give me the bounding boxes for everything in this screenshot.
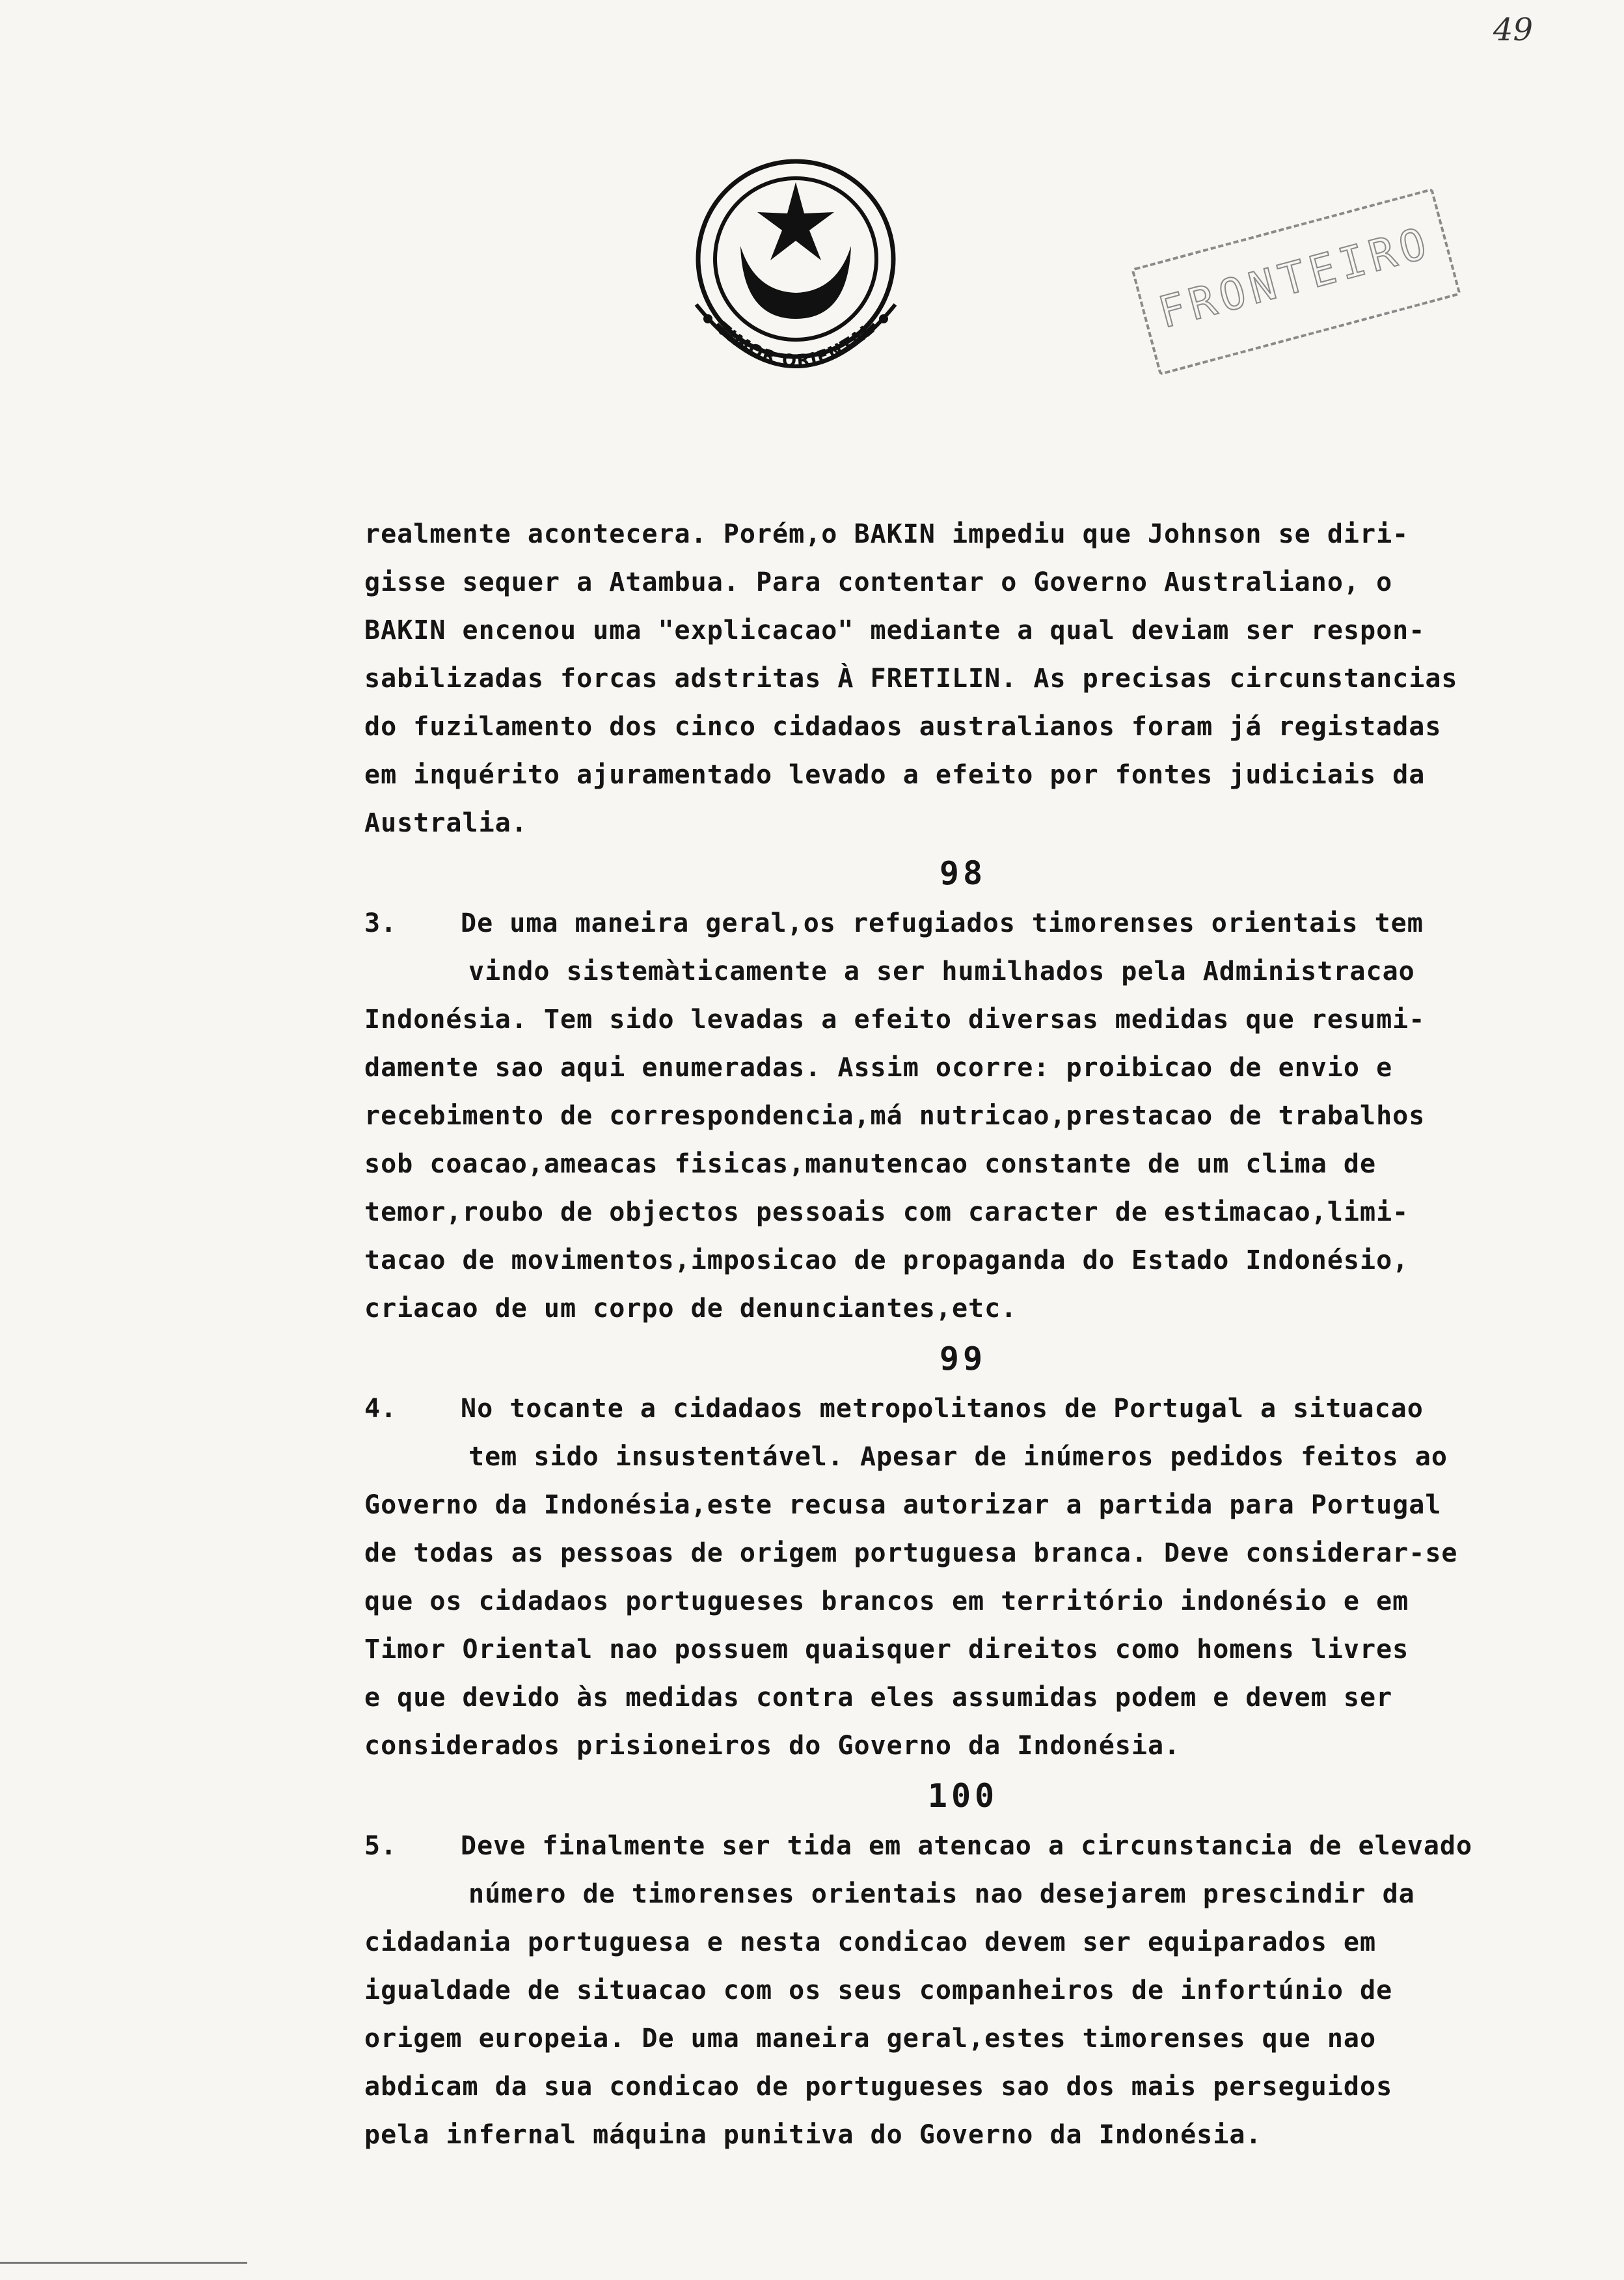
paragraph-number-99: 99 — [939, 1340, 987, 1378]
stamp-text: FRONTEIRO — [1153, 217, 1437, 338]
section-5-text: cidadania portuguesa e nesta condicao devem ser equiparados em igualdade de situacao com os seus companheiros de infortúnio de origem europeia. De uma maneira geral,estes timorenses que nao abdicam da sua condicao de portugueses sao dos mais perseguidos pela infernal máquina punitiva do Governo da Indonésia. — [364, 1927, 1393, 2150]
svg-text:TIMOR ORIENTAL — [712, 319, 878, 372]
section-3-second-line: vindo sistemàticamente a ser humilhados pela Administracao — [468, 957, 1415, 986]
document-body — [364, 510, 1562, 2159]
paragraph-intro: realmente acontecera. Porém,o BAKIN impediu que Johnson se diri- gisse sequer a Atambua. Para contentar o Governo Australiano, o BAKIN encenou uma "explicacao" mediante a qual deviam ser respon- sabilizadas forcas adstritas À FRETILIN. As precisas circunstancias do fuzilamento dos cinco cidadaos australianos foram já registadas em inquérito ajuramentado levado a efeito por fontes judiciais da Australia. — [364, 519, 1458, 838]
timor-oriental-emblem-icon — [670, 148, 921, 396]
section-3-label: 3. — [364, 908, 398, 938]
section-5 — [364, 1822, 1562, 2159]
page-number: 49 — [1493, 12, 1533, 48]
paragraph-number-100: 100 — [927, 1777, 999, 1815]
section-5-label: 5. — [364, 1831, 398, 1861]
section-3-text: Indonésia. Tem sido levadas a efeito diversas medidas que resumi- damente sao aqui enumeradas. Assim ocorre: proibicao de envio e recebimento de correspondencia,má nutricao,prestacao de trabalhos sob coacao,ameacas fisicas,manutencao constante de um clima de temor,roubo de objectos pessoais com caracter de estimacao,limi- tacao de movimentos,imposicao de propaganda do Estado Indonésio, criacao de um corpo de denunciantes,etc. — [364, 1005, 1426, 1323]
paragraph-number-98: 98 — [939, 854, 987, 892]
section-4-label: 4. — [364, 1394, 398, 1424]
section-5-first-line: Deve finalmente ser tida em atencao a circunstancia de elevado — [461, 1831, 1473, 1861]
section-3 — [364, 899, 1562, 1333]
section-3-first-line: De uma maneira geral,os refugiados timorenses orientais tem — [461, 908, 1424, 938]
bottom-rule — [0, 2262, 247, 2264]
emblem-text: TIMOR ORIENTAL — [712, 318, 879, 372]
stamp — [1131, 188, 1461, 375]
section-4-first-line: No tocante a cidadaos metropolitanos de Portugal a situacao — [461, 1394, 1424, 1424]
section-4 — [364, 1385, 1562, 1770]
section-4-second-line: tem sido insustentável. Apesar de inúmeros pedidos feitos ao — [468, 1442, 1448, 1472]
section-5-second-line: número de timorenses orientais nao desejarem prescindir da — [468, 1879, 1415, 1909]
section-4-text: Governo da Indonésia,este recusa autorizar a partida para Portugal de todas as pessoas de origem portuguesa branca. Deve considerar-se que os cidadaos portugueses brancos em território indonésio e em Timor Oriental nao possuem quaisquer direitos como homens livres e que devido às medidas contra eles assumidas podem e devem ser considerados prisioneiros do Governo da Indonésia. — [364, 1490, 1458, 1761]
